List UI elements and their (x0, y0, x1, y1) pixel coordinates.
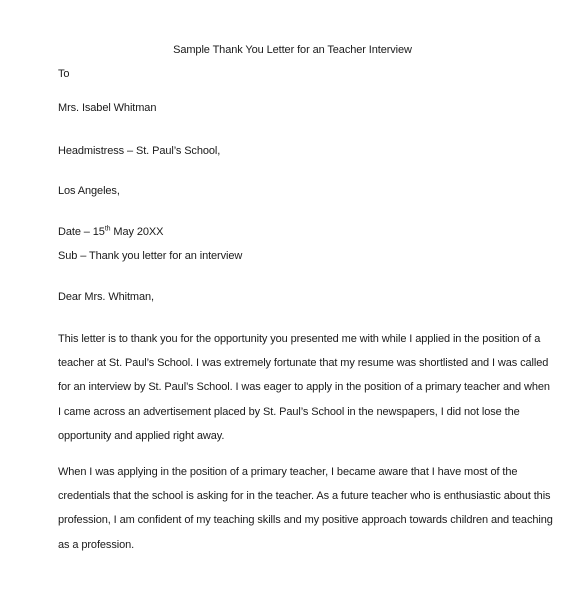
paragraph-1-line: for an interview by St. Paul’s School. I was eager to apply in the position of a primary teacher and when (58, 381, 550, 394)
recipient-name: Mrs. Isabel Whitman (58, 102, 157, 114)
paragraph-1-line: This letter is to thank you for the opportunity you presented me with while I applied in the position of a (58, 333, 541, 345)
paragraph-2-line: When I was applying in the position of a primary teacher, I became aware that I have most of the (58, 466, 518, 478)
paragraph-2 (58, 460, 553, 557)
date-ordinal: th (104, 225, 111, 233)
paragraph-1-line: I came across an advertisement placed by St. Paul’s School in the newspapers, I did not lose the (58, 405, 520, 418)
recipient-title: Headmistress – St. Paul’s School, (58, 145, 221, 157)
paragraph-1 (58, 327, 550, 448)
recipient-city: Los Angeles, (58, 185, 120, 197)
paragraph-2-line: profession, I am confident of my teaching skills and my positive approach towards children and teaching (58, 514, 553, 527)
to-label: To (58, 68, 70, 80)
salutation: Dear Mrs. Whitman, (58, 291, 154, 303)
paragraph-2-line: as a profession. (58, 538, 135, 551)
paragraph-2-line: credentials that the school is asking for in the teacher. As a future teacher who is enthusiastic about this (58, 490, 551, 503)
date-prefix: Date – 15 (58, 226, 105, 238)
letter-subject: Sub – Thank you letter for an interview (58, 250, 243, 262)
date-suffix: May 20XX (110, 226, 164, 238)
paragraph-1-line: teacher at St. Paul’s School. I was extremely fortunate that my resume was shortlisted and I was called (58, 357, 549, 370)
letter-date (58, 226, 163, 238)
paragraph-1-line: opportunity and applied right away. (58, 429, 225, 442)
letter-title: Sample Thank You Letter for an Teacher Interview (173, 44, 412, 56)
